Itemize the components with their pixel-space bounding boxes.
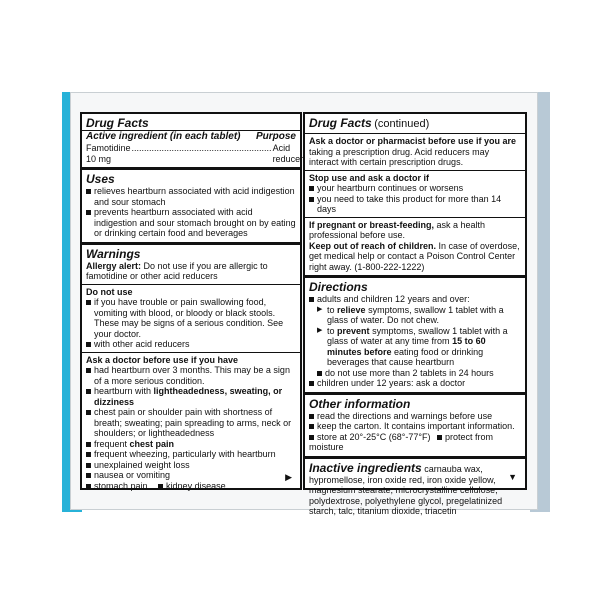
- other-info-section: [305, 392, 525, 456]
- ask-doctor-item: unexplained weight loss: [86, 460, 296, 471]
- allergy-alert: [86, 261, 296, 282]
- uses-title: Uses: [86, 172, 115, 186]
- inactive-section: [305, 456, 525, 520]
- warnings-section: [82, 242, 300, 495]
- ask-doctor-item: frequent wheezing, particularly with heartburn: [86, 449, 296, 460]
- ask-pharmacist-title: Ask a doctor or pharmacist before use if you are: [309, 136, 517, 146]
- keep-out-label: Keep out of reach of children.: [309, 240, 437, 251]
- ask-doctor-item: stomach pain: [86, 481, 148, 491]
- pregnancy-text: ask a health professional before use.: [309, 219, 486, 240]
- uses-item: relieves heartburn associated with acid indigestion and sour stomach: [86, 186, 296, 207]
- directions-max: do not use more than 2 tablets in 24 hours: [317, 368, 521, 379]
- active-header-row: [82, 130, 300, 143]
- continue-arrow-icon: ▶: [285, 471, 292, 482]
- continue-down-arrow-icon: ▼: [508, 471, 517, 482]
- other-info-item: keep the carton. It contains important information.: [309, 421, 521, 432]
- ask-doctor-item: heartburn with lightheadedness, sweating, or dizziness: [86, 386, 296, 407]
- do-not-use-item: with other acid reducers: [86, 339, 296, 350]
- active-ingredient-label: Active ingredient (in each tablet): [86, 131, 241, 142]
- directions-children: children under 12 years: ask a doctor: [309, 378, 521, 389]
- ask-doctor-item: chest pain or shoulder pain with shortness of breath; sweating; pain spreading to arms, neck or shoulders; or lightheadedness: [86, 407, 296, 439]
- directions-adults: adults and children 12 years and over:: [309, 294, 521, 305]
- ask-doctor-item: nausea or vomiting: [86, 470, 296, 481]
- other-info-item: protect from moisture: [309, 431, 493, 452]
- ask-doctor-item: had heartburn over 3 months. This may be a sign of a more serious condition.: [86, 365, 296, 386]
- keep-out-warning: [309, 241, 521, 273]
- uses-item: prevents heartburn associated with acid indigestion and sour stomach brought on by eating or drinking certain food and beverages: [86, 207, 296, 239]
- ask-doctor-title: Ask a doctor before use if you have: [86, 354, 239, 365]
- allergy-text: Do not use if you are allergic to famotidine or other acid reducers: [86, 260, 268, 281]
- ask-pharmacist-text: taking a prescription drug. Acid reducers may interact with certain prescription drugs.: [309, 146, 490, 167]
- do-not-use-title: Do not use: [86, 286, 133, 297]
- ask-doctor-last-row: [86, 481, 296, 492]
- stop-use-item: you need to take this product for more than 14 days: [309, 194, 521, 215]
- header-section: [82, 114, 304, 167]
- drug-facts-title: Drug Facts: [86, 116, 149, 130]
- continued-label: (continued): [374, 118, 430, 130]
- pregnancy-label: If pregnant or breast-feeding,: [309, 219, 435, 230]
- box-bottom: [0, 512, 600, 600]
- dot-leader: ........................................................: [131, 143, 272, 153]
- ask-doctor-item: frequent chest pain: [86, 439, 296, 450]
- box-top: [0, 0, 600, 92]
- pregnancy-warning: [309, 220, 521, 241]
- purpose-label: Purpose: [255, 131, 296, 142]
- purpose-text: Acid reducer: [272, 143, 304, 164]
- ask-pharmacist-section: [305, 133, 525, 275]
- other-info-title: Other information: [309, 396, 411, 411]
- do-not-use-item: if you have trouble or pain swallowing food, vomiting with blood, or bloody or black stools. These may be signs of a serious condition. See your doctor.: [86, 297, 296, 339]
- other-info-item: read the directions and warnings before use: [309, 411, 521, 422]
- inactive-text: carnauba wax, hypromellose, iron oxide red, iron oxide yellow, magnesium stearate, microcrystalline cellulose, polydextrose, polyethylene glycol, pregelatinized starch, talc, titanium dioxide, triacetin: [309, 463, 503, 516]
- inactive-title: Inactive ingredients: [309, 460, 422, 475]
- other-info-store-row: [309, 432, 521, 453]
- directions-prevent: ▶ to prevent symptoms, swallow 1 tablet with a glass of water at any time from 15 to 60 minutes before eating food or drinking beverages that cause heartburn: [309, 326, 521, 368]
- ingredient-row: [86, 143, 304, 164]
- allergy-label: Allergy alert:: [86, 260, 142, 271]
- drug-facts-title: Drug Facts: [309, 116, 372, 130]
- other-info-item: store at 20°-25°C (68°-77°F): [309, 432, 430, 442]
- stop-use-title: Stop use and ask a doctor if: [309, 172, 430, 183]
- header-continued: [305, 114, 525, 133]
- uses-section: [82, 167, 300, 242]
- directions-title: Directions: [309, 280, 368, 294]
- inactive-ingredients: [309, 461, 521, 517]
- directions-relieve: ▶ to relieve symptoms, swallow 1 tablet with a glass of water. Do not chew.: [309, 305, 521, 326]
- directions-section: [305, 275, 525, 392]
- warnings-title: Warnings: [86, 246, 141, 261]
- keep-out-text: In case of overdose, get medical help or contact a Poison Control Center right away. (1-800-222-1222): [309, 240, 520, 272]
- ingredient-name: Famotidine 10 mg: [86, 143, 131, 164]
- drug-facts-left-panel: [80, 112, 302, 490]
- drug-facts-right-panel: [303, 112, 527, 516]
- ask-doctor-item: kidney disease: [158, 481, 226, 491]
- stop-use-item: your heartburn continues or worsens: [309, 183, 521, 194]
